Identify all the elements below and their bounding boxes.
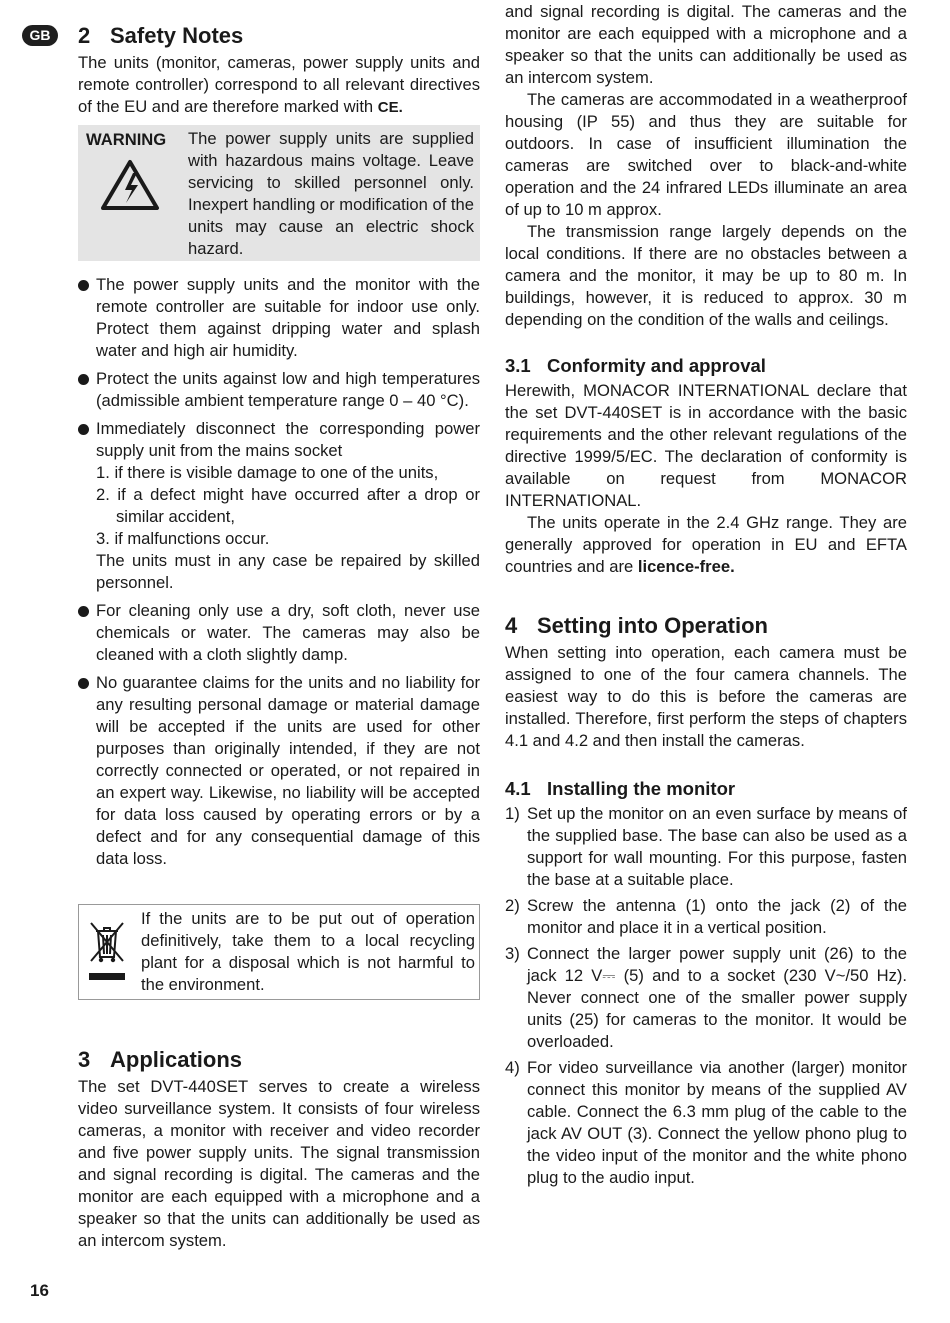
- section-title: Installing the monitor: [547, 778, 736, 799]
- recycling-text: If the units are to be put out of operation definitively, take them to a local recycling plant for a disposal which is not harmful to the environment.: [141, 909, 475, 994]
- sub-list-item: 3. if malfunctions occur.: [96, 529, 270, 548]
- installation-steps: [505, 803, 907, 1189]
- list-item-text: Immediately disconnect the corresponding power supply unit from the mains socket: [96, 419, 480, 460]
- section-number: 4: [505, 613, 518, 638]
- paragraph: The transmission range largely depends on the local conditions. If there are no obstacles between a camera and the monitor, it may be up to 80 m. In buildings, however, it is reduced to approx. 30 m depending on the condition of the walls and ceilings.: [505, 222, 907, 329]
- section-number: 4.1: [505, 778, 531, 799]
- paragraph: When setting into operation, each camera must be assigned to one of the four camera channels. The easiest way to do this is before the cameras are installed. Therefore, first perform the steps of chapters 4.1 and 4.2 and then install the cameras.: [505, 643, 907, 750]
- section-3-paragraph-part1: The set DVT-440SET serves to create a wireless video surveillance system. It consists of four wireless cameras, a monitor with receiver and video recorder and five power supply units. The signal transmission and signal recording is digital. The cameras and the monitor are each equipped with a microphone and a speaker so that the units can additionally be used as an intercom system.: [78, 1077, 480, 1250]
- recycling-box: [78, 904, 480, 1000]
- step-number: 3): [505, 944, 520, 963]
- step-item: [505, 943, 907, 1053]
- language-badge: GB: [22, 25, 58, 46]
- list-item: No guarantee claims for the units and no liability for any resulting personal damage or material damage will be accepted if the units are used for other purposes than originally intended, if they are not correctly connected or operated, or not repaired in an expert way. Likewise, no liability will be accepted for data loss caused by operating errors or by a defect and for any consequential damage of this data loss.: [78, 672, 480, 870]
- section-3-1-body: [505, 380, 907, 578]
- section-3-paragraph-part2: [505, 2, 907, 89]
- section-number: 2: [78, 23, 91, 48]
- section-title: Applications: [110, 1047, 243, 1072]
- section-title: Conformity and approval: [547, 355, 766, 376]
- sub-list-item: 2. if a defect might have occurred after a drop or similar accident,: [96, 485, 480, 526]
- step-text: Screw the antenna (1) onto the jack (2) of the monitor and place it in a vertical position.: [527, 896, 907, 937]
- ce-mark: CE.: [377, 99, 403, 116]
- paragraph-continuation: and signal recording is digital. The cameras and the monitor are each equipped with a microphone and a speaker so that the units can additionally be used as an intercom system.: [505, 2, 907, 87]
- sub-list: [96, 462, 480, 550]
- section-2-intro: [78, 52, 480, 119]
- step-text: Connect the larger power supply unit (26) to the jack 12 V⎓ (5) and to a socket (230 V~/50 Hz). Never connect one of the smaller power supply units (25) for cameras to the monitor. It would be overloaded.: [527, 944, 907, 1051]
- list-item: The power supply units and the monitor with the remote controller are suitable for indoor use only. Protect them against dripping water and splash water and high air humidity.: [78, 274, 480, 362]
- list-item: Protect the units against low and high temperatures (admissible ambient temperature range 0 – 40 °C).: [78, 368, 480, 412]
- high-voltage-warning-icon: [100, 159, 160, 211]
- section-title: Safety Notes: [110, 23, 244, 48]
- list-item: For cleaning only use a dry, soft cloth, never use chemicals or water. The cameras may also be cleaned with a cloth slightly damp.: [78, 600, 480, 666]
- section-3-paragraphs: [505, 89, 907, 331]
- safety-bullet-list: [78, 274, 480, 870]
- step-number: 1): [505, 804, 520, 823]
- section-number: 3.1: [505, 355, 531, 376]
- step-number: 4): [505, 1058, 520, 1077]
- warning-text: The power supply units are supplied with hazardous mains voltage. Leave servicing to skilled personnel only. Inexpert handling or modification of the units may cause an electric shock hazard.: [188, 129, 474, 258]
- step-text: For video surveillance via another (larger) monitor connect this monitor by means of the supplied AV cable. Connect the 6.3 mm plug of the cable to the jack AV OUT (3). Connect the yellow phono plug to the video input of the monitor and the white phono plug to the audio input.: [527, 1058, 907, 1187]
- intro-text: The units (monitor, cameras, power supply units and remote controller) correspond to all relevant directives of the EU and are therefore marked with: [78, 53, 480, 116]
- step-item: [505, 895, 907, 939]
- section-3-1-heading: [505, 355, 766, 377]
- list-item: [78, 418, 480, 594]
- step-item: [505, 803, 907, 891]
- section-4-1-heading: [505, 778, 735, 800]
- section-number: 3: [78, 1047, 91, 1072]
- section-2-heading: [78, 23, 243, 49]
- section-3-heading: [78, 1047, 242, 1073]
- sub-list-item: 1. if there is visible damage to one of the units,: [96, 463, 439, 482]
- paragraph: The cameras are accommodated in a weatherproof housing (IP 55) and thus they are suitable for outdoors. In case of insufficient illumination the cameras are switched over to black-and-white operation and the 24 infrared LEDs illuminate an area of up to 10 m approx.: [505, 90, 907, 219]
- paragraph: Herewith, MONACOR INTERNATIONAL declare that the set DVT-440SET is in accordance with the basic requirements and the other relevant regulations of the directive 1999/5/EC. The declaration of conformity is available on request from MONACOR INTERNATIONAL.: [505, 381, 907, 510]
- paragraph-text: The units operate in the 2.4 GHz range. They are generally approved for operation in EU and EFTA countries and are: [505, 513, 907, 576]
- bold-text: licence-free.: [637, 557, 735, 576]
- section-4-body: [505, 642, 907, 752]
- section-4-heading: [505, 613, 768, 639]
- step-number: 2): [505, 896, 520, 915]
- paragraph: [505, 512, 907, 578]
- warning-box: [78, 125, 480, 261]
- page-number: 16: [30, 1281, 49, 1300]
- list-item-note: The units must in any case be repaired by skilled personnel.: [96, 551, 480, 592]
- weee-crossed-bin-icon: [87, 917, 127, 983]
- step-item: [505, 1057, 907, 1189]
- step-text: Set up the monitor on an even surface by means of the supplied base. The base can also be used as a support for wall mounting. For this purpose, fasten the base at a suitable place.: [527, 804, 907, 889]
- warning-label: WARNING: [86, 130, 167, 149]
- section-title: Setting into Operation: [537, 613, 768, 638]
